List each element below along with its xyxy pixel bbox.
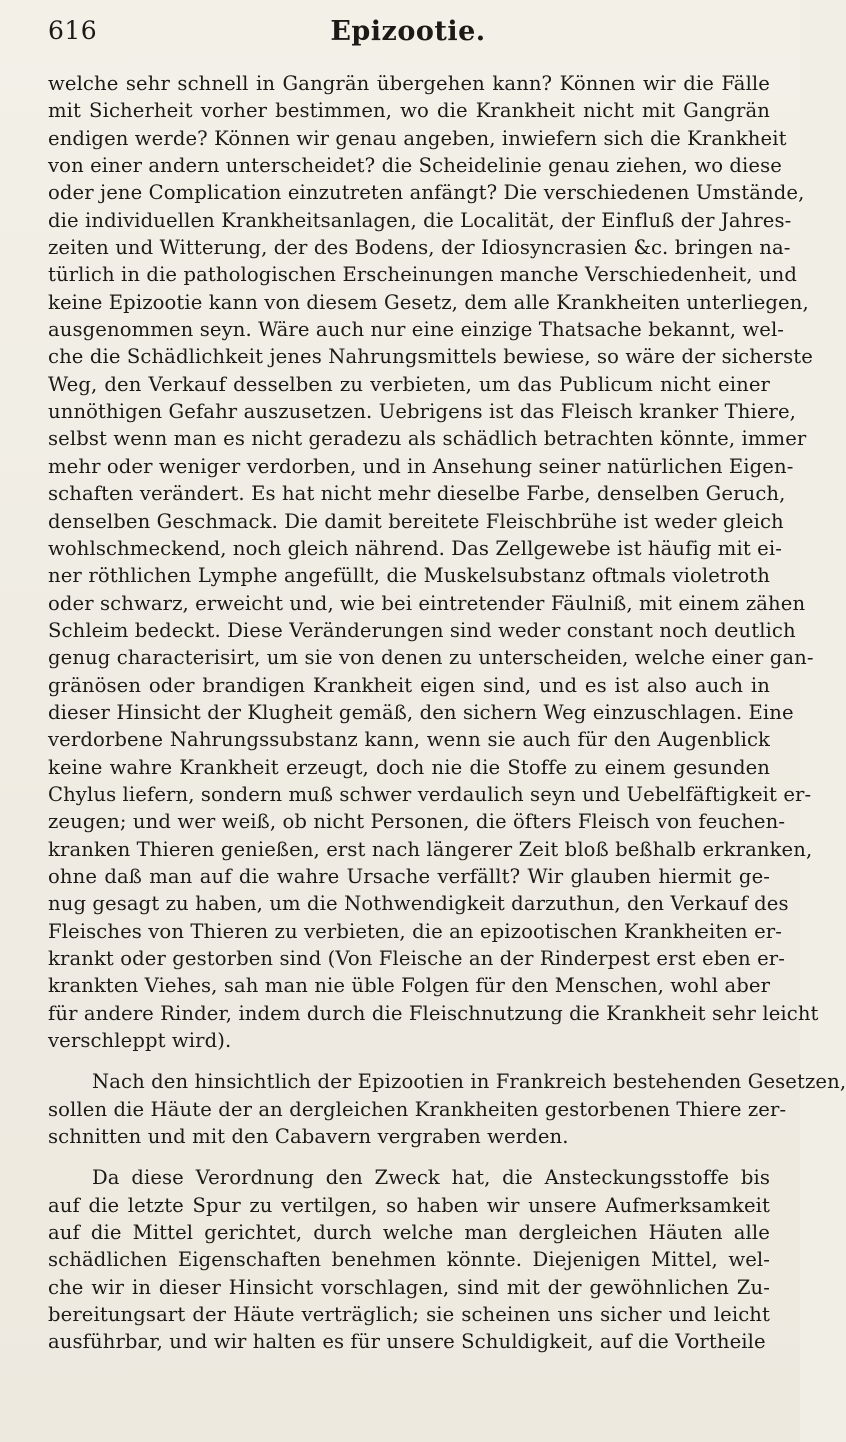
text-line: nug gesagt zu haben, um die Nothwendigkeit darzuthun, den Verkauf des	[48, 892, 789, 916]
text-line: von einer andern unterscheidet? die Scheidelinie genau ziehen, wo diese	[48, 154, 782, 178]
page-number: 616	[48, 16, 98, 45]
text-line: schnitten und mit den Cabavern vergraben werden.	[48, 1125, 569, 1149]
text-line: endigen werde? Können wir genau angeben, inwiefern sich die Krankheit	[48, 126, 787, 150]
text-line: gränösen oder brandigen Krankheit eigen sind, und es ist also auch in	[48, 673, 770, 697]
text-line: krankt oder gestorben sind (Von Fleische an der Rinderpest erst eben er-	[48, 947, 785, 970]
text-line: denselben Geschmack. Die damit bereitete Fleischbrühe ist weder gleich	[48, 509, 784, 533]
text-line: verschleppt wird).	[48, 1029, 232, 1053]
paragraph	[48, 1164, 770, 1355]
page-header	[48, 16, 768, 56]
text-line: türlich in die pathologischen Erscheinungen manche Verschiedenheit, und	[48, 263, 798, 287]
paragraph	[48, 1068, 846, 1150]
text-line: Fleisches von Thieren zu verbieten, die an epizootischen Krankheiten er-	[48, 919, 782, 943]
text-line: keine Epizootie kann von diesem Gesetz, dem alle Krankheiten unterliegen,	[48, 290, 809, 314]
text-line: wohlschmeckend, noch gleich nährend. Das Zellgewebe ist häufig mit ei-	[48, 536, 782, 560]
text-line: keine wahre Krankheit erzeugt, doch nie die Stoffe zu einem gesunden	[48, 755, 770, 779]
text-line: Schleim bedeckt. Diese Veränderungen sind weder constant noch deutlich	[48, 618, 796, 642]
text-line: schädlichen Eigenschaften benehmen könnte. Diejenigen Mittel, wel-	[48, 1248, 770, 1272]
text-line: mehr oder weniger verdorben, und in Ansehung seiner natürlichen Eigen-	[48, 454, 794, 478]
text-line: ner röthlichen Lymphe angefüllt, die Muskelsubstanz oftmals violetroth	[48, 564, 770, 588]
text-line: Da diese Verordnung den Zweck hat, die Ansteckungsstoffe bis	[92, 1166, 770, 1190]
text-line: kranken Thieren genießen, erst nach längerer Zeit bloß beßhalb erkranken,	[48, 837, 813, 861]
text-line: ausführbar, und wir halten es für unsere Schuldigkeit, auf die Vortheile	[48, 1330, 766, 1354]
text-line: bereitungsart der Häute verträglich; sie scheinen uns sicher und leicht	[48, 1303, 770, 1327]
text-line: sollen die Häute der an dergleichen Krankheiten gestorbenen Thiere zer-	[48, 1097, 787, 1121]
paragraph-gap	[48, 1150, 770, 1164]
text-line: mit Sicherheit vorher bestimmen, wo die Krankheit nicht mit Gangrän	[48, 99, 770, 123]
paragraph	[48, 70, 819, 1054]
paragraph-gap	[48, 1054, 770, 1068]
text-line: verdorbene Nahrungssubstanz kann, wenn sie auch für den Augenblick	[48, 728, 770, 752]
text-line: ausgenommen seyn. Wäre auch nur eine einzige Thatsache bekannt, wel-	[48, 318, 785, 342]
text-line: zeiten und Witterung, der des Bodens, der Idiosyncrasien &c. bringen na-	[48, 236, 791, 260]
text-line: schaften verändert. Es hat nicht mehr dieselbe Farbe, denselben Geruch,	[48, 482, 786, 506]
text-line: unnöthigen Gefahr auszusetzen. Uebrigens ist das Fleisch kranker Thiere,	[48, 400, 797, 424]
text-line: dieser Hinsicht der Klugheit gemäß, den sichern Weg einzuschlagen. Eine	[48, 700, 794, 724]
text-line: che wir in dieser Hinsicht vorschlagen, sind mit der gewöhnlichen Zu-	[48, 1275, 770, 1299]
running-title: Epizootie.	[330, 16, 486, 47]
text-line: selbst wenn man es nicht geradezu als schädlich betrachten könnte, immer	[48, 427, 807, 451]
text-line: zeugen; und wer weiß, ob nicht Personen, die öfters Fleisch von feuchen-	[48, 810, 786, 834]
body-text	[48, 70, 846, 1356]
text-line: oder schwarz, erweicht und, wie bei eintretender Fäulniß, mit einem zähen	[48, 591, 806, 615]
text-line: die individuellen Krankheitsanlagen, die Localität, der Einfluß der Jahres-	[48, 208, 792, 232]
text-line: für andere Rinder, indem durch die Fleischnutzung die Krankheit sehr leicht	[48, 1001, 819, 1025]
text-line: genug characterisirt, um sie von denen zu unterscheiden, welche einer gan-	[48, 646, 814, 670]
text-line: che die Schädlichkeit jenes Nahrungsmittels bewiese, so wäre der sicherste	[48, 345, 813, 369]
text-line: auf die Mittel gerichtet, durch welche man dergleichen Häuten alle	[48, 1221, 770, 1245]
text-line: Chylus liefern, sondern muß schwer verdaulich seyn und Uebelfäftigkeit er-	[48, 782, 812, 806]
text-line: oder jene Complication einzutreten anfängt? Die verschiedenen Umstände,	[48, 181, 805, 205]
text-line: krankten Viehes, sah man nie üble Folgen für den Menschen, wohl aber	[48, 974, 771, 998]
text-line: ohne daß man auf die wahre Ursache verfällt? Wir glauben hiermit ge-	[48, 864, 770, 888]
text-line: auf die letzte Spur zu vertilgen, so haben wir unsere Aufmerksamkeit	[48, 1193, 770, 1217]
text-line: Weg, den Verkauf desselben zu verbieten, um das Publicum nicht einer	[48, 372, 770, 396]
text-line: Nach den hinsichtlich der Epizootien in Frankreich bestehenden Gesetzen,	[92, 1070, 846, 1094]
text-line: welche sehr schnell in Gangrän übergehen kann? Können wir die Fälle	[48, 72, 770, 95]
